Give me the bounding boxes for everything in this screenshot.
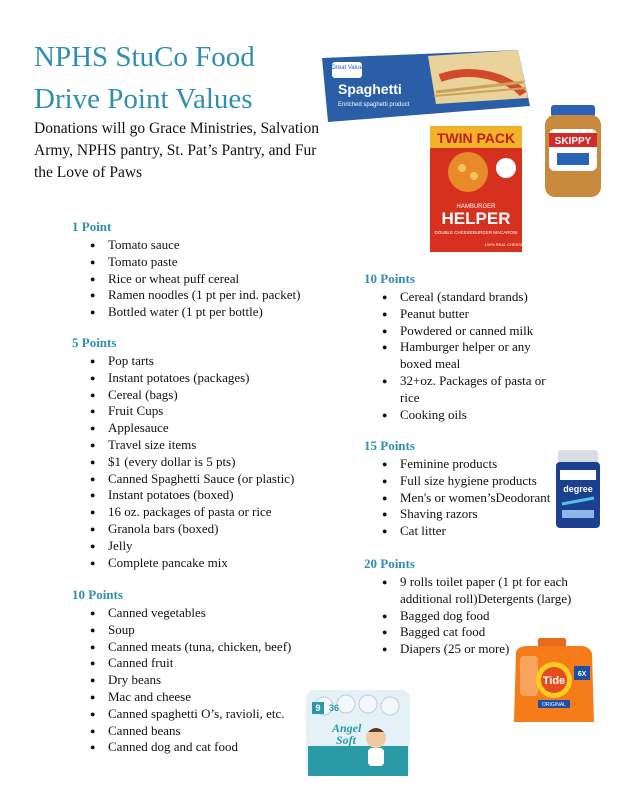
section-title: 5 Points: [72, 335, 117, 350]
tide-brand: Tide: [542, 675, 566, 687]
helper-brand-2: HELPER: [441, 209, 511, 228]
section-title: 10 Points: [364, 271, 415, 286]
list-item: ● 9 rolls toilet paper (1 pt for each additional roll)Detergents (large): [364, 574, 574, 608]
list-item: ● Cereal (bags): [72, 387, 352, 404]
list-item: ● Pop tarts: [72, 353, 352, 370]
section-5-points: [72, 334, 352, 571]
helper-top-text: TWIN PACK: [436, 130, 516, 146]
section-title: 20 Points: [364, 556, 415, 571]
list-item: ● Canned beans: [72, 723, 312, 740]
list-item: ● Cereal (standard brands): [364, 289, 554, 306]
list-item: ● Canned Spaghetti Sauce (or plastic): [72, 471, 352, 488]
page-title: NPHS StuCo Food Drive Point Values: [34, 41, 255, 115]
list-item: ● Travel size items: [72, 437, 352, 454]
list-item: ● Tomato sauce: [72, 237, 352, 254]
skippy-brand: SKIPPY: [554, 136, 592, 147]
tide-detergent-image: [504, 636, 602, 726]
list-item: ● Bagged dog food: [364, 608, 574, 625]
helper-flavor: DOUBLE CHEESEBURGER MACARONI: [434, 230, 518, 235]
list-item: ● Bagged cat food: [364, 624, 574, 641]
list-item: ● Ramen noodles (1 pt per ind. packet): [72, 287, 352, 304]
degree-brand: degree: [563, 484, 593, 494]
list-item: ● Peanut butter: [364, 306, 554, 323]
list-item: ● Canned spaghetti O’s, ravioli, etc.: [72, 706, 312, 723]
section-15-points: [364, 437, 554, 540]
tide-label: ORIGINAL: [542, 702, 566, 708]
item-list: [364, 289, 554, 423]
list-item: ● Complete pancake mix: [72, 555, 352, 572]
section-title: 10 Points: [72, 587, 123, 602]
list-item: ● Feminine products: [364, 456, 554, 473]
angelsoft-brand-1: Angel: [332, 721, 362, 735]
list-item: ● Canned meats (tuna, chicken, beef): [72, 639, 312, 656]
item-list: [72, 353, 352, 571]
list-item: ● Instant potatoes (boxed): [72, 487, 352, 504]
section-title: 15 Points: [364, 438, 415, 453]
item-list: [364, 456, 554, 540]
list-item: ● Powdered or canned milk: [364, 323, 554, 340]
list-item: ● Men's or women’sDeodorant: [364, 490, 554, 507]
list-item: ● Fruit Cups: [72, 403, 352, 420]
list-item: ● Dry beans: [72, 672, 312, 689]
list-item: ● Rice or wheat puff cereal: [72, 271, 352, 288]
angelsoft-brand-2: Soft: [336, 733, 357, 747]
list-item: ● 16 oz. packages of pasta or rice: [72, 504, 352, 521]
list-item: ● Full size hygiene products: [364, 473, 554, 490]
spaghetti-sub: Enriched spaghetti product: [338, 102, 410, 108]
list-item: ● Jelly: [72, 538, 352, 555]
item-list: [72, 605, 312, 756]
angelsoft-count-1: 9: [315, 703, 321, 713]
helper-brand-1: HAMBURGER: [456, 204, 496, 210]
list-item: ● Cooking oils: [364, 407, 554, 424]
list-item: ● Diapers (25 or more): [364, 641, 574, 658]
list-item: ● $1 (every dollar is 5 pts): [72, 454, 352, 471]
list-item: ● Instant potatoes (packages): [72, 370, 352, 387]
list-item: ● Hamburger helper or any boxed meal: [364, 339, 554, 373]
list-item: ● Soup: [72, 622, 312, 639]
list-item: ● Mac and cheese: [72, 689, 312, 706]
spaghetti-box-image: [318, 48, 532, 124]
list-item: ● 32+oz. Packages of pasta or rice: [364, 373, 554, 407]
list-item: ● Tomato paste: [72, 254, 352, 271]
list-item: ● Granola bars (boxed): [72, 521, 352, 538]
list-item: ● Bottled water (1 pt per bottle): [72, 304, 352, 321]
section-1-point: [72, 218, 352, 321]
skippy-jar-image: [541, 103, 605, 199]
helper-badge: 100% REAL CHEESE: [484, 242, 524, 247]
list-item: ● Canned fruit: [72, 655, 312, 672]
list-item: ● Applesauce: [72, 420, 352, 437]
hamburger-helper-image: [428, 124, 524, 254]
tide-badge: 6X: [577, 671, 587, 678]
spaghetti-label: Spaghetti: [338, 81, 402, 97]
angelsoft-count-2: 36: [328, 703, 340, 713]
angel-soft-image: [302, 686, 414, 778]
item-list: [72, 237, 352, 321]
section-10-points-right: [364, 270, 554, 423]
section-title: 1 Point: [72, 219, 112, 234]
spaghetti-brand: Great Value: [331, 65, 363, 71]
section-10-points-left: [72, 586, 312, 756]
list-item: ● Cat litter: [364, 523, 554, 540]
list-item: ● Canned vegetables: [72, 605, 312, 622]
list-item: ● Canned dog and cat food: [72, 739, 312, 756]
degree-deodorant-image: [552, 448, 604, 530]
list-item: ● Shaving razors: [364, 506, 554, 523]
intro-text: Donations will go Grace Ministries, Salvation Army, NPHS pantry, St. Pat’s Pantry, and Fur the Love of Paws: [34, 120, 319, 181]
